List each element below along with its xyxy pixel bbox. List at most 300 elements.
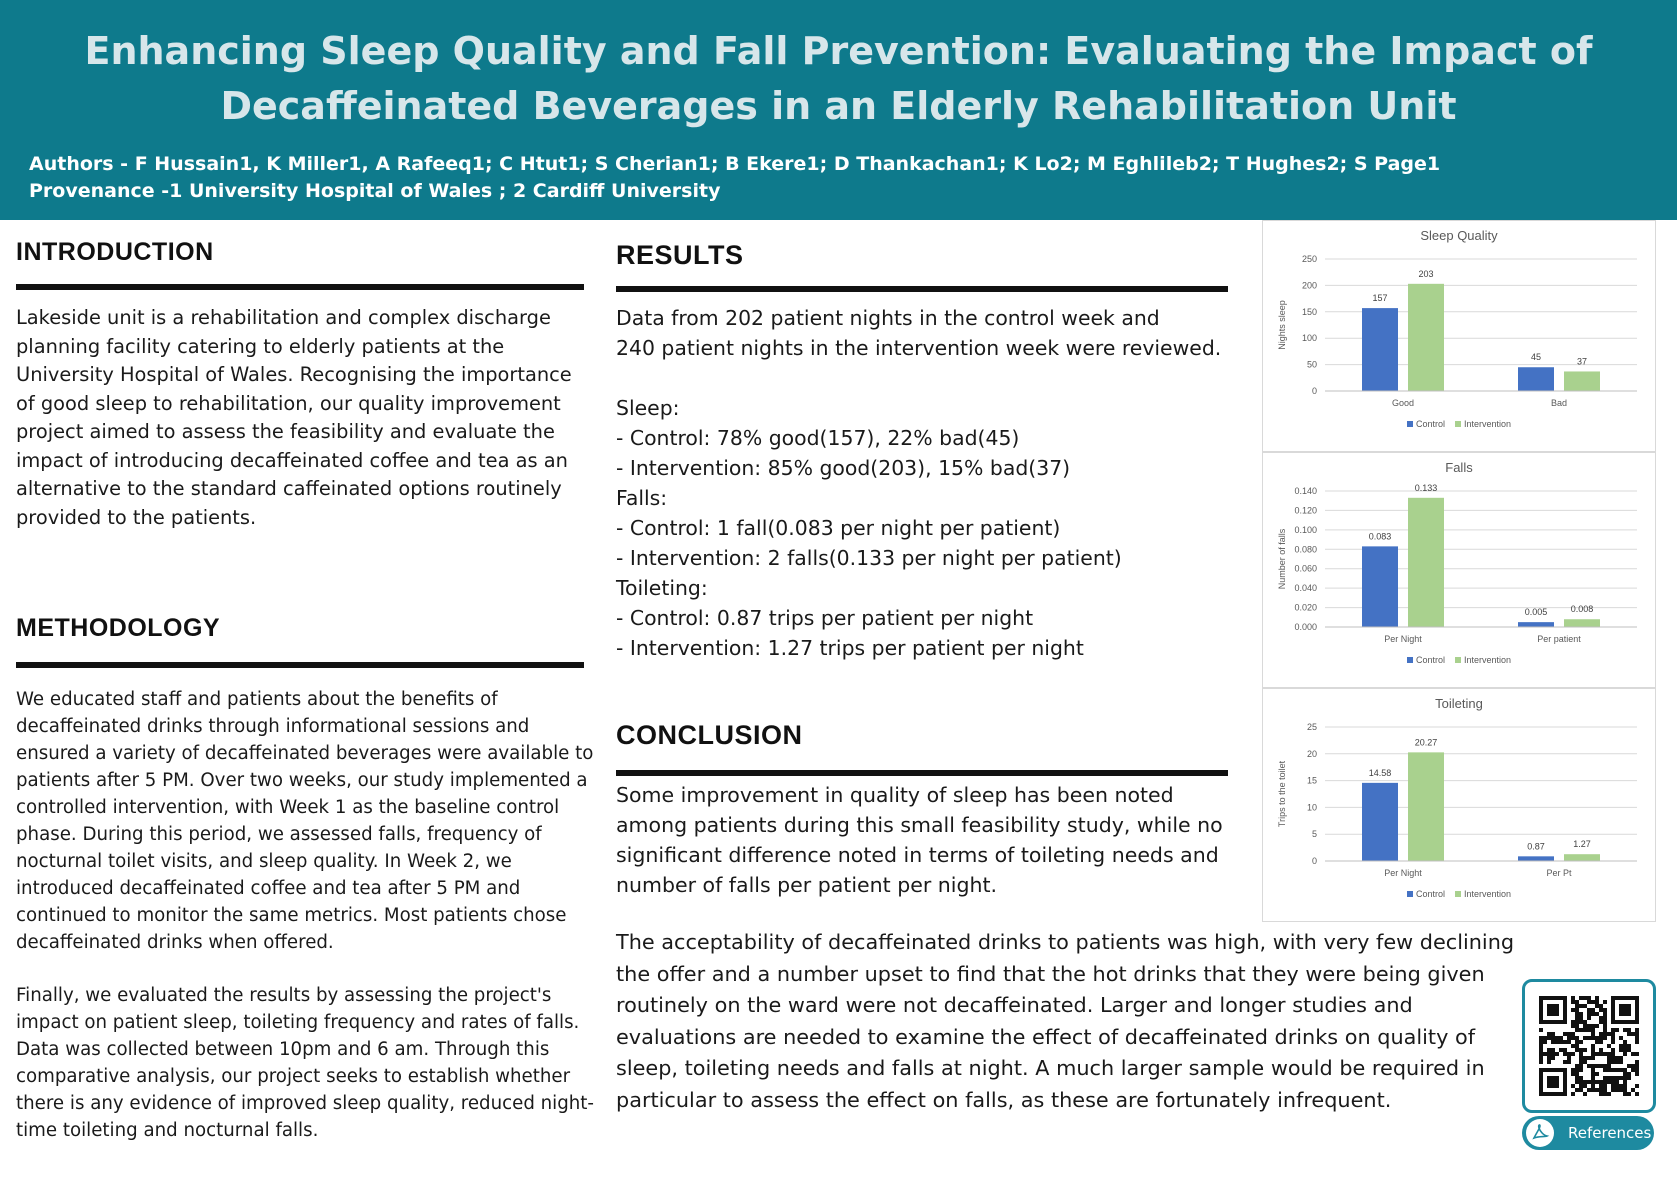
qr-module [1571,1072,1575,1076]
qr-module [1623,1092,1627,1096]
qr-module [1591,1052,1595,1056]
qr-module [1559,1040,1563,1044]
y-tick-label: 0.060 [1294,563,1317,574]
results-heading: RESULTS [616,240,744,270]
qr-module [1615,1076,1619,1080]
qr-module [1619,1048,1623,1052]
introduction-text: Lakeside unit is a rehabilitation and complex discharge planning facility catering to elderly patients at the University Hospital of Wales. Recognising the importance of good sleep to rehabilitation, our quality improvement project aimed to assess the feasibility and evaluate the impact of introducing decaffeinated coffee and tea as an alternative to the standard caffeinated options routinely provided to the patients. [16,306,572,529]
qr-module [1635,1032,1639,1036]
results-line: - Intervention: 2 falls(0.133 per night per patient) [616,546,1122,570]
results-line: - Intervention: 85% good(203), 15% bad(37) [616,456,1071,480]
qr-module [1563,1048,1567,1052]
toileting-chart-svg [1263,689,1655,921]
qr-module [1595,1000,1599,1004]
introduction-heading: INTRODUCTION [16,238,214,266]
qr-module [1607,1076,1611,1080]
qr-module [1587,1008,1591,1012]
conclusion-rule [616,770,1228,776]
qr-module [1575,1076,1579,1080]
qr-module [1591,1000,1595,1004]
qr-module [1575,1004,1579,1008]
bar-control [1518,367,1554,391]
data-label: 1.27 [1573,839,1591,850]
methodology-heading: METHODOLOGY [16,614,221,642]
qr-module [1543,1052,1547,1056]
qr-module [1623,1076,1627,1080]
qr-module [1603,1076,1607,1080]
qr-module [1539,1048,1543,1052]
x-tick-label: Bad [1550,398,1568,408]
data-label: 0.005 [1524,607,1548,618]
qr-module [1575,1044,1579,1048]
qr-module [1591,1084,1595,1088]
results-line: Falls: [616,486,668,510]
qr-module [1575,1040,1579,1044]
qr-module [1587,1080,1591,1084]
qr-module [1591,1048,1595,1052]
qr-module [1615,1056,1619,1060]
qr-module [1571,1052,1575,1056]
qr-module [1539,1040,1543,1044]
qr-module [1567,1052,1571,1056]
qr-module [1611,1028,1615,1032]
qr-module [1603,1012,1607,1016]
qr-module [1599,1080,1603,1084]
qr-module [1619,1056,1623,1060]
qr-module [1539,1052,1543,1056]
qr-module [1575,1028,1579,1032]
qr-module [1575,1012,1579,1016]
falls-chart [1262,452,1656,688]
qr-module [1563,1052,1567,1056]
legend-swatch [1407,657,1413,663]
qr-module [1539,1044,1543,1048]
qr-module [1595,1040,1599,1044]
qr-module [1595,1012,1599,1016]
qr-module [1631,1052,1635,1056]
qr-module [1579,1048,1583,1052]
qr-module [1587,1016,1591,1020]
qr-module [1595,996,1599,1000]
qr-module [1591,1032,1595,1036]
qr-module [1599,1052,1603,1056]
qr-module [1575,1024,1579,1028]
legend-label: Intervention [1464,889,1512,899]
qr-module [1611,1080,1615,1084]
qr-module [1619,1036,1623,1040]
qr-module [1547,1052,1551,1056]
qr-module [1603,1080,1607,1084]
results-line: Data from 202 patient nights in the control week and [616,306,1160,330]
qr-module [1547,1036,1551,1040]
qr-module [1631,1088,1635,1092]
authors-line: Authors - F Hussain1, K Miller1, A Rafeeq1; C Htut1; S Cherian1; B Ekere1; D Thankachan1; K Lo2; M Eghlileb2; T Hughes2; S Page1 [29,153,1441,175]
qr-module [1615,1060,1619,1064]
poster-header [0,0,1677,220]
qr-module [1635,1084,1639,1088]
qr-module [1551,1056,1555,1060]
qr-module [1547,1032,1551,1036]
legend-swatch [1407,421,1413,427]
title-line-1: Enhancing Sleep Quality and Fall Prevention: Evaluating the Impact of [84,29,1593,73]
qr-module [1583,1084,1587,1088]
y-axis-label: Number of falls [1277,528,1287,590]
qr-module [1619,1076,1623,1080]
bar-control [1362,308,1398,391]
qr-module [1575,1048,1579,1052]
y-tick-label: 0.020 [1294,602,1317,613]
qr-module [1623,1084,1627,1088]
qr-module [1627,1044,1631,1048]
y-tick-label: 200 [1301,280,1317,291]
qr-module [1587,1036,1591,1040]
title-line-2: Decaffeinated Beverages in an Elderly Rehabilitation Unit [220,84,1457,128]
qr-module [1619,1044,1623,1048]
qr-module [1615,1028,1619,1032]
bar-intervention [1564,619,1600,627]
qr-module [1611,1036,1615,1040]
data-label: 0.083 [1368,531,1392,542]
qr-module [1599,1092,1603,1096]
data-label: 0.008 [1570,604,1594,615]
qr-finder [1619,1004,1631,1016]
qr-module [1623,1048,1627,1052]
qr-finder [1547,1004,1559,1016]
qr-module [1591,1068,1595,1072]
qr-module [1555,1052,1559,1056]
qr-module [1587,1024,1591,1028]
qr-module [1603,1032,1607,1036]
data-label: 37 [1576,356,1588,367]
qr-module [1583,1004,1587,1008]
qr-module [1591,1080,1595,1084]
qr-module [1539,1056,1543,1060]
qr-module [1595,1004,1599,1008]
bar-control [1518,622,1554,627]
qr-module [1591,1036,1595,1040]
qr-module [1575,1088,1579,1092]
qr-module [1579,1052,1583,1056]
qr-module [1571,1068,1575,1072]
qr-module [1579,1040,1583,1044]
qr-module [1575,1000,1579,1004]
qr-module [1539,1028,1543,1032]
legend-swatch [1455,891,1461,897]
qr-module [1575,1080,1579,1084]
qr-module [1615,1068,1619,1072]
qr-module [1583,1092,1587,1096]
data-label: 14.58 [1368,767,1392,778]
qr-module [1607,1044,1611,1048]
results-line: - Intervention: 1.27 trips per patient per night [616,636,1084,660]
x-tick-label: Per Night [1384,634,1422,644]
qr-module [1579,1012,1583,1016]
data-label: 157 [1372,293,1388,304]
sleep-quality-chart-svg [1263,221,1655,451]
y-tick-label: 20 [1306,748,1317,759]
results-line: - Control: 0.87 trips per patient per night [616,606,1034,630]
qr-module [1559,1048,1563,1052]
qr-module [1603,1092,1607,1096]
bar-intervention [1408,284,1444,391]
qr-module [1571,1084,1575,1088]
qr-module [1611,1040,1615,1044]
qr-module [1563,1040,1567,1044]
qr-module [1559,1036,1563,1040]
qr-module [1587,1012,1591,1016]
y-tick-label: 5 [1311,829,1317,840]
qr-module [1603,1028,1607,1032]
qr-module [1623,1044,1627,1048]
qr-module [1579,1068,1583,1072]
qr-module [1551,1036,1555,1040]
qr-module [1599,1088,1603,1092]
qr-module [1563,1060,1567,1064]
qr-module [1635,1036,1639,1040]
qr-module [1603,1068,1607,1072]
legend-label: Intervention [1464,419,1512,429]
qr-module [1627,1048,1631,1052]
legend-swatch [1455,657,1461,663]
qr-module [1591,1012,1595,1016]
bar-intervention [1408,752,1444,861]
qr-module [1627,1032,1631,1036]
data-label: 20.27 [1414,737,1438,748]
qr-module [1579,1088,1583,1092]
y-tick-label: 0.140 [1294,486,1317,496]
references-label: References [1568,1124,1652,1142]
qr-module [1603,1024,1607,1028]
qr-module [1635,1052,1639,1056]
qr-module [1567,1056,1571,1060]
qr-module [1591,1072,1595,1076]
qr-module [1595,1088,1599,1092]
qr-module [1587,1088,1591,1092]
qr-module [1615,1080,1619,1084]
qr-module [1627,1064,1631,1068]
qr-module [1623,1088,1627,1092]
qr-module [1583,1036,1587,1040]
qr-module [1599,1016,1603,1020]
legend-label: Control [1416,655,1446,665]
qr-module [1603,1088,1607,1092]
y-tick-label: 100 [1301,333,1317,344]
qr-module [1607,1060,1611,1064]
qr-module [1607,1064,1611,1068]
qr-module [1611,1060,1615,1064]
qr-module [1567,1036,1571,1040]
qr-module [1591,1008,1595,1012]
qr-module [1603,1020,1607,1024]
qr-module [1571,1044,1575,1048]
qr-module [1555,1036,1559,1040]
chart-title: Sleep Quality [1420,228,1498,243]
qr-module [1571,1092,1575,1096]
qr-module [1575,1036,1579,1040]
y-axis-label: Nights sleep [1277,300,1287,350]
x-tick-label: Per Pt [1546,868,1572,878]
qr-module [1575,1016,1579,1020]
legend-label: Control [1416,889,1446,899]
qr-module [1611,1088,1615,1092]
qr-module [1603,1052,1607,1056]
qr-module [1567,1032,1571,1036]
y-tick-label: 0.100 [1294,524,1317,535]
qr-module [1571,1020,1575,1024]
toileting-chart [1262,688,1656,922]
qr-module [1603,1008,1607,1012]
qr-module [1595,1024,1599,1028]
qr-module [1571,996,1575,1000]
x-tick-label: Good [1391,398,1415,408]
bar-intervention [1564,854,1600,861]
qr-module [1627,1072,1631,1076]
qr-module [1539,1036,1543,1040]
legend-swatch [1407,891,1413,897]
qr-module [1635,1060,1639,1064]
qr-code-image [1525,982,1653,1110]
qr-module [1623,1028,1627,1032]
y-tick-label: 10 [1306,802,1317,813]
qr-module [1603,1036,1607,1040]
qr-module [1619,1068,1623,1072]
qr-module [1587,1028,1591,1032]
qr-module [1623,1080,1627,1084]
bar-intervention [1564,371,1600,391]
data-label: 203 [1418,268,1434,279]
results-line: - Control: 78% good(157), 22% bad(45) [616,426,1020,450]
qr-module [1603,1016,1607,1020]
qr-module [1623,1052,1627,1056]
qr-module [1575,1064,1579,1068]
qr-module [1595,1072,1599,1076]
qr-module [1571,1032,1575,1036]
y-tick-label: 0.080 [1294,544,1317,555]
results-line: Sleep: [616,396,680,420]
qr-module [1611,1084,1615,1088]
qr-module [1551,1048,1555,1052]
introduction-rule [16,284,584,290]
qr-module [1611,1076,1615,1080]
qr-module [1591,1088,1595,1092]
results-text [616,303,1236,663]
qr-module [1563,1032,1567,1036]
pdf-icon [1526,1119,1554,1147]
qr-module [1591,1064,1595,1068]
qr-module [1599,1048,1603,1052]
qr-module [1607,1092,1611,1096]
qr-module [1567,1040,1571,1044]
methodology-rule [16,662,584,668]
qr-module [1595,1052,1599,1056]
y-axis-label: Trips to the toilet [1277,760,1287,828]
data-label: 0.133 [1414,482,1438,493]
y-tick-label: 15 [1306,775,1317,786]
qr-module [1591,1056,1595,1060]
qr-module [1635,1028,1639,1032]
qr-module [1615,1088,1619,1092]
qr-module [1603,1084,1607,1088]
qr-module [1611,1068,1615,1072]
qr-module [1595,1036,1599,1040]
chart-title: Falls [1445,460,1473,475]
qr-module [1599,1020,1603,1024]
qr-module [1575,1008,1579,1012]
qr-module [1579,1084,1583,1088]
bar-control [1518,856,1554,861]
qr-module [1571,1000,1575,1004]
qr-module [1619,1060,1623,1064]
qr-module [1587,1000,1591,1004]
qr-module [1627,1028,1631,1032]
conclusion-paragraph-1: Some improvement in quality of sleep has been noted among patients during this small feasibility study, while no significant difference noted in terms of toileting needs and number of falls per patient per night. [616,783,1223,897]
qr-module [1555,1040,1559,1044]
qr-module [1627,1092,1631,1096]
qr-module [1607,1052,1611,1056]
qr-module [1599,1032,1603,1036]
poster-title [60,24,1617,134]
qr-module [1611,1048,1615,1052]
qr-module [1543,1036,1547,1040]
results-line: 240 patient nights in the intervention week were reviewed. [616,336,1222,360]
qr-module [1551,1052,1555,1056]
qr-module [1631,1068,1635,1072]
qr-module [1579,1056,1583,1060]
references-button[interactable] [1522,1116,1654,1150]
sleep-quality-chart [1262,220,1656,452]
qr-module [1583,1048,1587,1052]
qr-module [1583,1028,1587,1032]
provenance-line: Provenance -1 University Hospital of Wales ; 2 Cardiff University [29,180,721,202]
qr-module [1547,1060,1551,1064]
bar-intervention [1408,498,1444,627]
qr-code[interactable] [1522,979,1656,1113]
qr-module [1551,1040,1555,1044]
qr-module [1595,1064,1599,1068]
qr-module [1587,996,1591,1000]
y-tick-label: 25 [1306,722,1317,732]
qr-module [1591,1028,1595,1032]
legend-swatch [1455,421,1461,427]
qr-module [1619,1088,1623,1092]
qr-module [1579,1016,1583,1020]
qr-module [1599,1040,1603,1044]
qr-module [1635,1040,1639,1044]
qr-module [1575,1068,1579,1072]
y-tick-label: 0.000 [1294,622,1317,632]
qr-module [1579,1060,1583,1064]
qr-module [1611,1032,1615,1036]
qr-module [1635,1072,1639,1076]
qr-module [1583,996,1587,1000]
qr-module [1579,1028,1583,1032]
qr-module [1571,1008,1575,1012]
qr-module [1547,1056,1551,1060]
qr-module [1599,1036,1603,1040]
qr-module [1631,1064,1635,1068]
qr-module [1611,1052,1615,1056]
qr-module [1591,1044,1595,1048]
y-tick-label: 250 [1301,254,1317,264]
qr-module [1579,1076,1583,1080]
results-line: - Control: 1 fall(0.083 per night per patient) [616,516,1061,540]
y-tick-label: 0.040 [1294,583,1317,594]
x-tick-label: Per patient [1537,634,1581,644]
qr-module [1603,1000,1607,1004]
qr-module [1587,1064,1591,1068]
qr-finder [1547,1076,1559,1088]
qr-module [1599,1064,1603,1068]
